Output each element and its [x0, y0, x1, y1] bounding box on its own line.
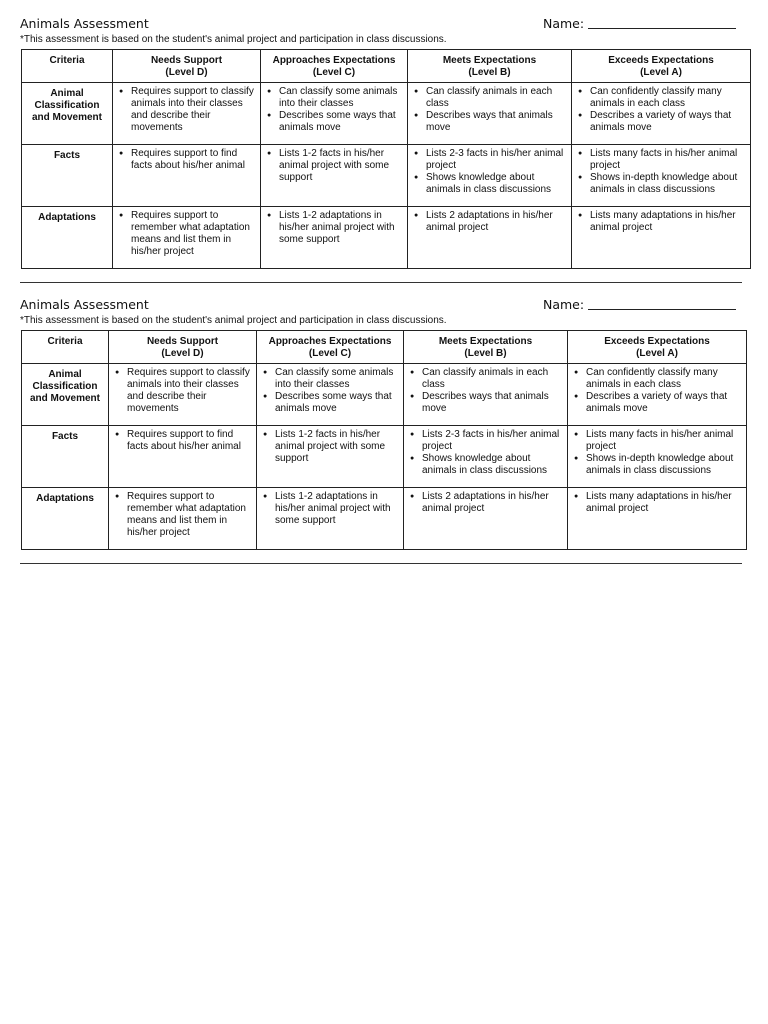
assessment-title: Animals Assessment: [20, 297, 149, 312]
list-item: ● Lists 2-3 facts in his/her animal project: [426, 148, 567, 172]
header-level: (Level B): [464, 348, 507, 359]
list-item: ● Requires support to classify animals into their classes and describe their movements: [127, 367, 252, 415]
name-label: Name:: [543, 297, 585, 312]
header-label: Approaches Expectations: [268, 336, 392, 347]
rubric-cell: [408, 145, 572, 207]
list-item: ● Requires support to remember what adaptation means and list them in his/her project: [131, 210, 256, 258]
list-item: ● Shows knowledge about animals in class discussions: [426, 172, 567, 196]
rubric-cell: [257, 488, 404, 550]
name-blank-line: [588, 309, 736, 310]
level-header: [257, 331, 404, 364]
list-item: ● Lists many facts in his/her animal project: [590, 148, 746, 172]
rubric-header-row: [22, 331, 747, 364]
list-item: ● Lists 1-2 adaptations in his/her animal project with some support: [279, 210, 403, 246]
header-label: Approaches Expectations: [272, 55, 396, 66]
rubric-cell: [572, 145, 751, 207]
header-level: (Level A): [636, 348, 678, 359]
list-item: ● Describes a variety of ways that animals move: [590, 110, 746, 134]
rubric-cell: [408, 207, 572, 269]
list-item: ● Describes some ways that animals move: [279, 110, 403, 134]
header-level: (Level D): [165, 67, 208, 78]
list-item: ● Lists many adaptations in his/her animal project: [590, 210, 746, 234]
list-item: ● Lists 1-2 facts in his/her animal project with some support: [279, 148, 403, 184]
table-row: [22, 83, 751, 145]
assessment-note: *This assessment is based on the student's animal project and participation in class discussions.: [20, 315, 447, 326]
rubric-cell: [109, 364, 257, 426]
level-header: [109, 331, 257, 364]
rubric-cell: [109, 426, 257, 488]
list-item: ● Requires support to classify animals into their classes and describe their movements: [131, 86, 256, 134]
level-header: [572, 50, 751, 83]
criterion-cell: Animal Classification and Movement: [22, 364, 109, 426]
rubric-cell: [408, 83, 572, 145]
list-item: ● Describes some ways that animals move: [275, 391, 399, 415]
list-item: ● Shows knowledge about animals in class discussions: [422, 453, 563, 477]
criteria-header: [22, 331, 109, 364]
list-item: ● Shows in-depth knowledge about animals in class discussions: [586, 453, 742, 477]
criterion-cell: Adaptations: [22, 207, 113, 269]
list-item: ● Lists 2-3 facts in his/her animal project: [422, 429, 563, 453]
rubric-cell: [572, 207, 751, 269]
level-header: [404, 331, 568, 364]
header-level: (Level C): [308, 348, 352, 359]
rubric-cell: [257, 426, 404, 488]
rubric-cell: [404, 426, 568, 488]
list-item: ● Describes ways that animals move: [426, 110, 567, 134]
level-header: [408, 50, 572, 83]
table-row: [22, 426, 747, 488]
list-item: ● Lists 1-2 facts in his/her animal project with some support: [275, 429, 399, 465]
name-blank-line: [588, 28, 736, 29]
list-item: ● Lists 2 adaptations in his/her animal project: [426, 210, 567, 234]
rubric-cell: [113, 83, 261, 145]
cut-line-divider: [20, 282, 742, 283]
criteria-header: [22, 50, 113, 83]
assessment-block-2: [0, 295, 768, 538]
list-item: ● Can confidently classify many animals in each class: [590, 86, 746, 110]
list-item: ● Can classify some animals into their classes: [275, 367, 399, 391]
list-item: ● Shows in-depth knowledge about animals in class discussions: [590, 172, 746, 196]
assessment-block-1: [0, 14, 768, 257]
level-header: [261, 50, 408, 83]
list-item: ● Requires support to find facts about his/her animal: [127, 429, 252, 453]
table-row: [22, 145, 751, 207]
header-level: (Level B): [468, 67, 511, 78]
list-item: ● Lists 2 adaptations in his/her animal project: [422, 491, 563, 515]
header-level: (Level D): [161, 348, 204, 359]
criterion-cell: Animal Classification and Movement: [22, 83, 113, 145]
list-item: ● Lists many adaptations in his/her animal project: [586, 491, 742, 515]
header-label: Criteria: [49, 55, 85, 66]
rubric-table: [21, 330, 747, 550]
rubric-table: [21, 49, 751, 269]
cut-line-divider: [20, 563, 742, 564]
rubric-cell: [261, 207, 408, 269]
list-item: ● Can classify animals in each class: [426, 86, 567, 110]
rubric-cell: [109, 488, 257, 550]
rubric-cell: [257, 364, 404, 426]
list-item: ● Requires support to find facts about his/her animal: [131, 148, 256, 172]
table-row: [22, 364, 747, 426]
header-label: Needs Support: [150, 55, 223, 66]
table-row: [22, 207, 751, 269]
rubric-cell: [113, 207, 261, 269]
rubric-cell: [404, 488, 568, 550]
header-label: Exceeds Expectations: [608, 55, 714, 66]
list-item: ● Can confidently classify many animals in each class: [586, 367, 742, 391]
list-item: ● Requires support to remember what adaptation means and list them in his/her project: [127, 491, 252, 539]
level-header: [568, 331, 747, 364]
header-label: Exceeds Expectations: [604, 336, 710, 347]
table-row: [22, 488, 747, 550]
level-header: [113, 50, 261, 83]
rubric-cell: [404, 364, 568, 426]
rubric-cell: [572, 83, 751, 145]
rubric-cell: [568, 426, 747, 488]
header-label: Meets Expectations: [438, 336, 533, 347]
rubric-cell: [261, 83, 408, 145]
rubric-cell: [568, 488, 747, 550]
list-item: ● Lists 1-2 adaptations in his/her animal project with some support: [275, 491, 399, 527]
list-item: ● Describes ways that animals move: [422, 391, 563, 415]
assessment-note: *This assessment is based on the student's animal project and participation in class discussions.: [20, 34, 447, 45]
header-label: Meets Expectations: [442, 55, 537, 66]
list-item: ● Lists many facts in his/her animal project: [586, 429, 742, 453]
criterion-cell: Adaptations: [22, 488, 109, 550]
list-item: ● Can classify some animals into their classes: [279, 86, 403, 110]
rubric-cell: [568, 364, 747, 426]
header-label: Needs Support: [146, 336, 219, 347]
rubric-header-row: [22, 50, 751, 83]
rubric-cell: [113, 145, 261, 207]
rubric-cell: [261, 145, 408, 207]
header-level: (Level A): [640, 67, 682, 78]
list-item: ● Describes a variety of ways that animals move: [586, 391, 742, 415]
assessment-title: Animals Assessment: [20, 16, 149, 31]
header-level: (Level C): [312, 67, 356, 78]
name-label: Name:: [543, 16, 585, 31]
criterion-cell: Facts: [22, 426, 109, 488]
list-item: ● Can classify animals in each class: [422, 367, 563, 391]
header-label: Criteria: [47, 336, 83, 347]
criterion-cell: Facts: [22, 145, 113, 207]
